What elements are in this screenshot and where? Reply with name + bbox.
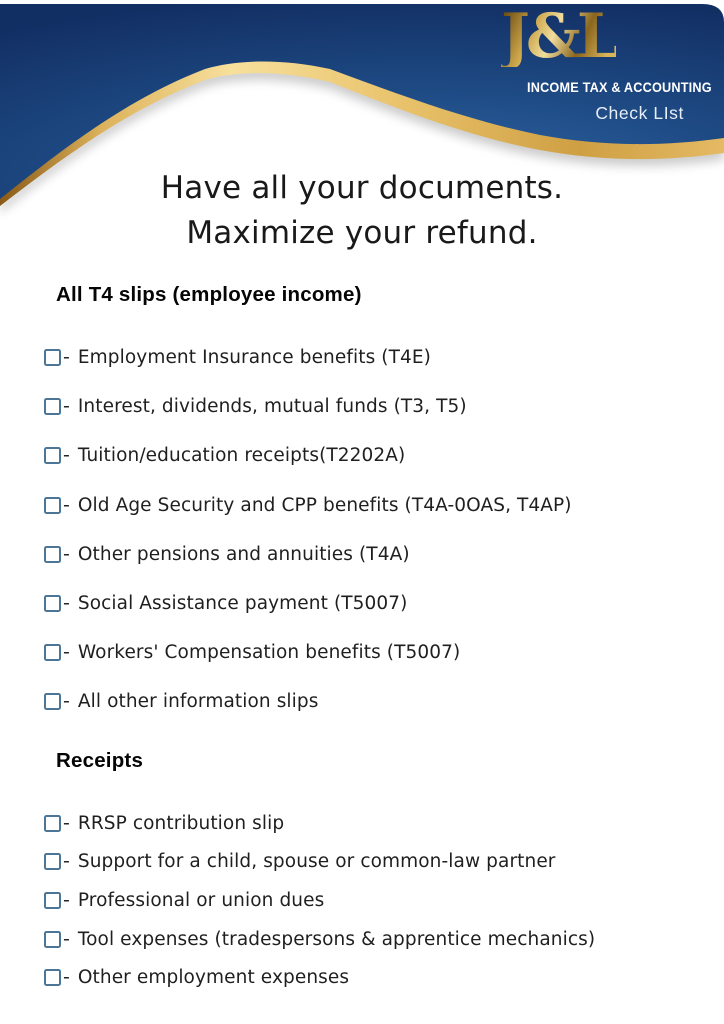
checklist-item [44,881,704,920]
checklist-item [44,579,704,628]
item-checkbox[interactable] [44,931,61,948]
item-label: RRSP contribution slip [77,812,285,834]
item-dash: - [63,346,70,369]
item-checkbox[interactable] [44,349,61,366]
item-checkbox[interactable] [44,398,61,415]
item-label: Workers' Compensation benefits (T5007) [77,642,461,664]
checklist-item [44,530,704,579]
item-label: All other information slips [77,691,319,713]
item-label: Other pensions and annuities (T4A) [77,543,410,565]
item-checkbox[interactable] [44,497,61,514]
company-name: INCOME TAX & ACCOUNTING [527,80,712,95]
checklist-item [44,920,704,959]
checklist-item [44,958,704,997]
item-dash: - [63,592,70,615]
item-label: Old Age Security and CPP benefits (T4A-0OAS, T4AP) [77,494,572,516]
item-dash: - [63,850,70,873]
item-checkbox[interactable] [44,595,61,612]
item-label: Tuition/education receipts(T2202A) [77,445,406,467]
section-heading-receipts: Receipts [56,749,144,772]
item-dash: - [63,966,70,989]
checklist-item [44,628,704,677]
item-dash: - [63,690,70,713]
item-dash: - [63,395,70,418]
item-dash: - [63,927,70,950]
checklist-item [44,677,704,726]
checklist-item [44,333,704,382]
hero-title-line1: Have all your documents. [160,170,564,206]
item-dash: - [63,444,70,467]
checklist-section-receipts [44,804,704,997]
item-label: Tool expenses (tradespersons & apprentice mechanics) [77,928,596,950]
item-dash: - [63,493,70,516]
checklist-item [44,804,704,843]
checklist-item [44,382,704,431]
item-dash: - [63,542,70,565]
hero-title [0,166,724,256]
checklist-item [44,431,704,480]
item-label: Social Assistance payment (T5007) [77,593,408,615]
checklist-item [44,843,704,882]
item-label: Professional or union dues [77,889,325,911]
item-label: Employment Insurance benefits (T4E) [77,347,431,369]
company-logo: J&L [501,1,616,72]
item-checkbox[interactable] [44,546,61,563]
checklist-item [44,481,704,530]
item-label: Other employment expenses [77,967,350,989]
checklist-section-t4-slips [44,333,704,727]
item-label: Interest, dividends, mutual funds (T3, T5) [77,396,467,418]
item-checkbox[interactable] [44,969,61,986]
item-dash: - [63,811,70,834]
item-dash: - [63,641,70,664]
item-checkbox[interactable] [44,644,61,661]
checklist-page-label: Check LIst [595,103,684,123]
item-checkbox[interactable] [44,447,61,464]
item-checkbox[interactable] [44,853,61,870]
item-dash: - [63,888,70,911]
item-label: Support for a child, spouse or common-law partner [77,851,556,873]
item-checkbox[interactable] [44,815,61,832]
section-heading-t4-slips: All T4 slips (employee income) [56,283,362,306]
hero-title-line2: Maximize your refund. [186,215,538,251]
item-checkbox[interactable] [44,693,61,710]
item-checkbox[interactable] [44,892,61,909]
